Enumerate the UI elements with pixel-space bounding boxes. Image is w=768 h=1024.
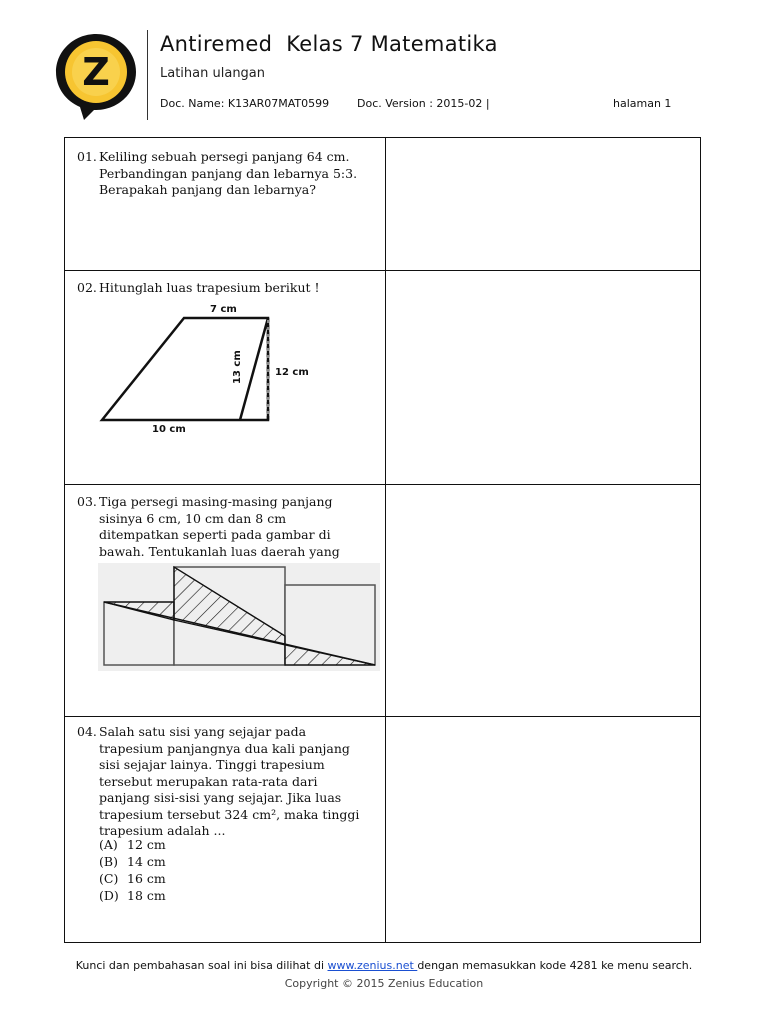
row-divider	[64, 716, 701, 717]
question-number: 04.	[77, 724, 97, 739]
page-subtitle: Latihan ulangan	[160, 66, 266, 81]
page-number: halaman 1	[613, 97, 672, 110]
option-b: (B) 14 cm	[99, 854, 166, 869]
row-divider	[64, 270, 701, 271]
option-a: (A) 12 cm	[99, 837, 166, 852]
question-number: 03.	[77, 494, 97, 509]
logo-letter: Z	[82, 50, 110, 94]
question-04	[77, 724, 377, 914]
row-divider	[64, 484, 701, 485]
footer-text-before: Kunci dan pembahasan soal ini bisa dilihat di	[75, 959, 328, 972]
option-d: (D) 18 cm	[99, 888, 166, 903]
footer-note	[0, 959, 768, 972]
column-divider	[385, 137, 386, 943]
label-slant: 13 cm	[232, 350, 243, 384]
zenius-logo	[52, 30, 140, 122]
slant-line	[240, 318, 268, 420]
option-c: (C) 16 cm	[99, 871, 166, 886]
question-text: Tiga persegi masing-masing panjang sisinya 6 cm, 10 cm dan 8 cm ditempatkan seperti pada gambar di bawah. Tentukanlah luas daerah yang	[99, 494, 340, 559]
header-divider	[147, 30, 148, 120]
question-text: Keliling sebuah persegi panjang 64 cm. Perbandingan panjang dan lebarnya 5:3. Berapakah panjang dan lebarnya?	[99, 149, 358, 197]
question-number: 01.	[77, 149, 97, 164]
label-top: 7 cm	[210, 304, 237, 315]
question-text: Salah satu sisi yang sejajar pada trapesium panjangnya dua kali panjang sisi sejajar lainya. Tinggi trapesium tersebut merupakan rata-rata dari panjang sisi-sisi yang sejajar. Jika luas trapesium tersebut 324 cm², maka tinggi trapesium adalah ...	[99, 724, 360, 838]
trapezoid-figure	[90, 298, 320, 438]
page-title: Antiremed Kelas 7 Matematika	[160, 32, 498, 56]
squares-figure	[98, 563, 380, 671]
copyright: Copyright © 2015 Zenius Education	[284, 977, 484, 990]
doc-version: Doc. Version : 2015-02 |	[357, 97, 490, 110]
zenius-link[interactable]: www.zenius.net	[327, 959, 418, 972]
doc-name: Doc. Name: K13AR07MAT0599	[160, 97, 330, 110]
question-number: 02.	[77, 280, 97, 295]
label-height: 12 cm	[275, 367, 309, 378]
question-text: Hitunglah luas trapesium berikut !	[99, 280, 320, 295]
label-bottom: 10 cm	[152, 424, 186, 435]
footer-text-after: dengan memasukkan kode 4281 ke menu search.	[417, 959, 693, 972]
